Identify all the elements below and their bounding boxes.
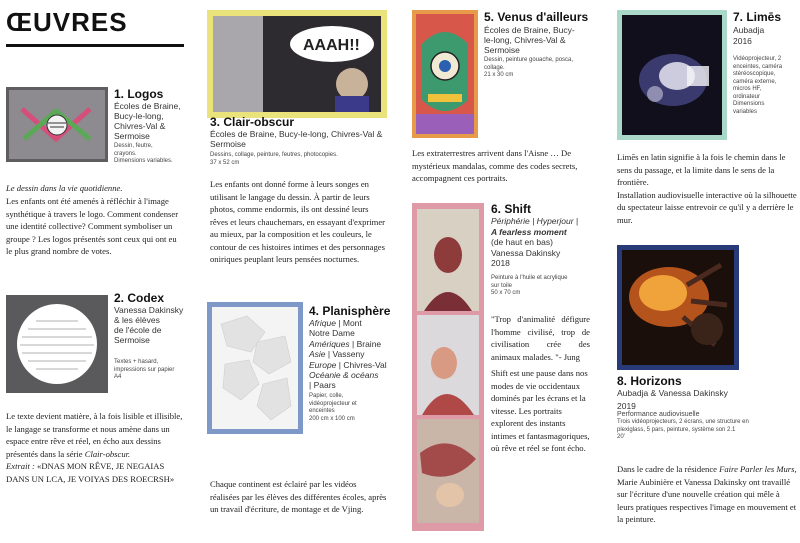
plani-europe-school: | Chivres-Val — [336, 359, 387, 370]
clair-medium: Dessins, collage, peinture, feutres, photocopies. 37 x 52 cm — [210, 152, 338, 166]
venus-title: 5. Venus d'ailleurs — [484, 10, 589, 24]
horizons-text-b: , Marie Aubinière et Vanessa Dakinsky ont travaillé sur l'écriture d'une nouvelle création qui mêle à leurs pratiques respectives l'image en mouvement et la peinture. — [617, 464, 797, 524]
codex-extract-text: «DNAS MON RÊVE, JE NEGAIAS DANS UN LCA, JE VOIYAS DES ROECRSH» — [6, 461, 175, 484]
shift-year: 2018 — [491, 258, 510, 268]
limes-year: 2016 — [733, 36, 752, 46]
logos-image — [6, 87, 108, 162]
shift-works-order: (de haut en bas) — [491, 237, 553, 247]
codex-image — [6, 295, 108, 393]
shift-text: Shift est une pause dans nos modes de vie occidentaux dominés par les écrans et la vitesse. Les portraits explorent des instants intimes et fantasmagoriques, où rêve et réel se font écho. — [491, 368, 590, 453]
plani-line-1 — [309, 318, 387, 328]
codex-extract-label: Extrait : — [6, 461, 35, 471]
page-title: ŒUVRES — [6, 7, 128, 37]
horizons-type: Performance audiovisuelle — [617, 411, 700, 418]
plani-continents — [309, 318, 387, 391]
shift-artist: Vanessa Dakinsky — [491, 247, 561, 258]
title-underline — [6, 44, 184, 47]
plani-line-2: Notre Dame — [309, 328, 355, 339]
plani-line-4 — [309, 349, 387, 359]
codex-credits: Vanessa Dakinsky & les élèves de l'école de Sermoise — [114, 305, 184, 345]
horizons-image — [617, 245, 739, 370]
shift-works-line-2: A fearless moment — [491, 226, 567, 237]
venus-medium: Dessin, peinture gouache, posca, collage. 21 x 30 cm — [484, 57, 574, 78]
clair-credits: Écoles de Braine, Bucy-le-long, Chivres-Val & Sermoise — [210, 129, 383, 149]
logos-title: 1. Logos — [114, 87, 164, 101]
plani-europe: Europe — [309, 359, 337, 370]
plani-text: Chaque continent est éclairé par les vidéos réalisées par les élèves des différentes écoles, après un travail d'écriture, de montage et de Vjing. — [210, 479, 387, 514]
codex-text-main: Le texte devient matière, à la fois lisible et illisible, le langage se transforme et nous amène dans un espace entre rêve et réel, en écho aux dessins présentés dans la série — [6, 411, 183, 459]
horizons-medium: Trois vidéoprojecteurs, 2 écrans, une structure en plexiglass, 5 pars, peinture, système son 2.1 20' — [617, 419, 749, 440]
plani-afrique-school: | Mont — [335, 318, 362, 328]
limes-text: Limēs en latin signifie à la fois le chemin dans le sens du passage, et la limite dans le sens de la frontière. Installation audiovisuelle interactive où la silhouette du spectateur laisse entrevoir ce qu'il y a derrière le mur. — [617, 152, 797, 225]
codex-title: 2. Codex — [114, 291, 165, 305]
venus-text: Les extraterrestres arrivent dans l'Aisne … De mystérieux mandalas, comme des codes secrets, accompagnent ces portraits. — [412, 148, 578, 183]
horizons-artist: Aubadja & Vanessa Dakinsky — [617, 388, 728, 398]
plani-image — [207, 302, 303, 434]
plani-line-6 — [309, 370, 387, 380]
codex-text — [6, 410, 184, 485]
svg-text:AAAH!!: AAAH!! — [303, 37, 360, 54]
clair-image — [207, 10, 387, 118]
limes-title: 7. Limēs — [733, 10, 782, 24]
shift-quote: "Trop d'animalité défigure l'homme civilisé, trop de civilisation crée des animaux malades. "- Jung — [491, 314, 590, 362]
horizons-text — [617, 463, 797, 526]
limes-artist: Aubadja — [733, 25, 765, 35]
shift-works-line-1: Périphérie | Hyperjour | — [491, 216, 579, 226]
logos-text: Les enfants ont été amenés à réfléchir à l'image synthétique à travers le logo. Comment condenser une identité collective? Comment symboliser un groupe ? Les logos présentés sont ceux qui ont eu le plus grand nombre de votes. — [6, 196, 179, 256]
limes-medium: Vidéoprojecteur, 2 enceintes, caméra stéréoscopique, caméra externe, micros HF, ordinateur Dimensions variables — [733, 56, 783, 115]
horizons-text-italic: Faire Parler les Murs — [719, 464, 795, 474]
clair-text: Les enfants ont donné forme à leurs songes en utilisant le langage du dessin. À partir de leurs photos, comme endormis, ils ont dessiné leurs rêves et leurs chauchemars, en essayant d'exprimer au mieux, par la composition et les couleurs, le contour de ces histoires intimes et des personnages oniriques peuplant leurs pensées nocturnes. — [210, 179, 386, 264]
plani-line-3 — [309, 339, 387, 349]
plani-title: 4. Planisphère — [309, 304, 391, 318]
plani-medium: Papier, colle, vidéoprojecteur et enceintes 200 cm x 100 cm — [309, 393, 357, 422]
plani-line-7: | Paars — [309, 380, 336, 391]
shift-title: 6. Shift — [491, 202, 532, 216]
venus-image — [412, 10, 478, 138]
codex-medium: Textes + hasard, impressions sur papier A4 — [114, 359, 175, 380]
clair-title: 3. Clair-obscur — [210, 115, 295, 129]
logos-credits: Écoles de Braine, Bucy-le-long, Chivres-Val & Sermoise — [114, 101, 181, 141]
plani-asie: Asie — [309, 349, 326, 360]
logos-intro: Le dessin dans la vie quotidienne. — [6, 183, 123, 193]
horizons-text-a: Dans le cadre de la résidence — [617, 464, 720, 474]
plani-oceanie: Océanie & océans — [309, 370, 379, 381]
horizons-title: 8. Horizons — [617, 374, 682, 388]
plani-ameriques: Amériques — [309, 338, 350, 349]
codex-text-italic: Clair-obscur. — [84, 448, 131, 459]
horizons-year: 2019 — [617, 401, 636, 411]
plani-afrique: Afrique — [309, 318, 336, 328]
plani-ameriques-school: | Braine — [349, 338, 382, 349]
plani-asie-school: | Vasseny — [325, 349, 365, 360]
shift-works — [491, 216, 578, 269]
venus-credits: Écoles de Braine, Bucy- le-long, Chivres-Val & Sermoise — [484, 25, 575, 55]
limes-image — [617, 10, 727, 140]
shift-image — [412, 203, 484, 531]
shift-medium: Peinture à l'huile et acrylique sur toile 50 x 70 cm — [491, 275, 568, 296]
plani-line-5 — [309, 360, 387, 370]
logos-medium: Dessin, feutre, crayons. Dimensions variables. — [114, 143, 173, 164]
